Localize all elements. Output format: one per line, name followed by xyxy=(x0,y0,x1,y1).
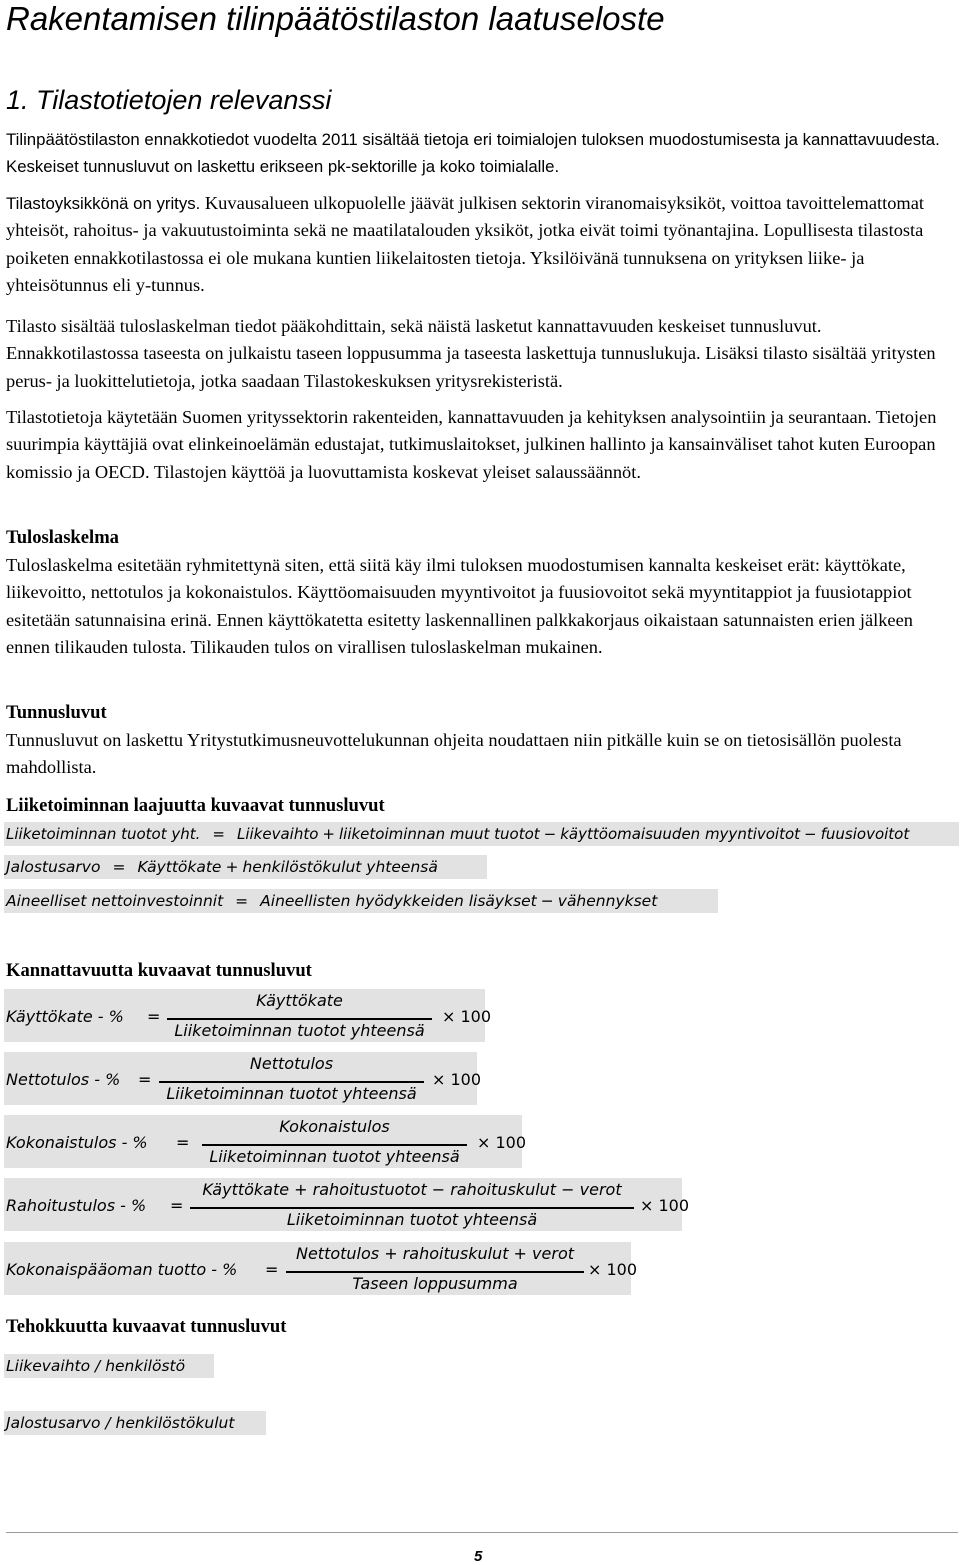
paragraph-text: Tilinpäätöstilaston ennakkotiedot vuodelta 2011 sisältää tietoja eri toimialojen tuloksen muodostumisesta ja kannattavuudesta. Keskeiset tunnusluvut on laskettu erikseen pk-sektorille ja koko toimialalle. xyxy=(6,130,940,177)
formula-liikevaihto-per-henkilosto: Liikevaihto / henkilöstö xyxy=(4,1354,214,1378)
formula-kayttokate-pct: Käyttökate - % = Käyttökate Liiketoiminnan tuotot yhteensä × 100 xyxy=(6,991,492,1040)
document-title: Rakentamisen tilinpäätöstilaston laatuseloste xyxy=(6,0,665,37)
formula-nettotulos-pct: Nettotulos - % = Nettotulos Liiketoiminnan tuotot yhteensä × 100 xyxy=(6,1054,482,1103)
fraction-bar xyxy=(167,1018,432,1020)
formula-jalostusarvo: Jalostusarvo = Käyttökate + henkilöstökulut yhteensä xyxy=(4,855,487,879)
fraction-bar xyxy=(159,1081,424,1083)
fraction-bar xyxy=(202,1144,467,1146)
paragraph-text-unit: Tilastoyksikkönä on yritys. xyxy=(6,194,201,213)
tehokkuus-heading: Tehokkuutta kuvaavat tunnusluvut xyxy=(6,1316,287,1337)
paragraph-scope xyxy=(6,190,958,299)
tunnusluvut-text: Tunnusluvut on laskettu Yritystutkimusneuvottelukunnan ohjeita noudattaen niin pitkälle kuin se on tietosisällön puolesta mahdollista. xyxy=(6,730,902,778)
paragraph-contents: Tilasto sisältää tuloslaskelman tiedot pääkohdittain, sekä näistä lasketut kannattavuuden keskeiset tunnusluvut. Ennakkotilastossa taseesta on julkaistu taseen loppusumma ja taseesta laskettuja tunnuslukuja. Lisäksi tilasto sisältää yritysten perus- ja luokittelutietoja, jotka saadaan Tilastokeskuksen yritysrekisteristä. xyxy=(6,316,936,391)
tunnusluvut-heading: Tunnusluvut xyxy=(6,702,107,723)
paragraph-usage: Tilastotietoja käytetään Suomen yrityssektorin rakenteiden, kannattavuuden ja kehityksen analysointiin ja seurantaan. Tietojen suurimpia käyttäjiä ovat elinkeinoelämän edustajat, tutkimuslaitokset, julkinen hallinto ja kansainväliset tahot kuten Euroopan komissio ja OECD. Tilastojen käyttöä ja luovuttamista koskevat yleiset salaussäännöt. xyxy=(6,407,937,482)
formula-nettoinvestoinnit: Aineelliset nettoinvestoinnit = Aineellisten hyödykkeiden lisäykset − vähennykset xyxy=(4,889,718,913)
formula-jalostusarvo-per-henkilostokulut: Jalostusarvo / henkilöstökulut xyxy=(4,1411,266,1435)
section-heading: 1. Tilastotietojen relevanssi xyxy=(6,85,332,115)
page-number: 5 xyxy=(474,1548,483,1565)
formula-kokonaispaaoman-tuotto-pct: Kokonaispääoman tuotto - % = Nettotulos + rahoituskulut + verot Taseen loppusumma × 100 xyxy=(6,1244,638,1293)
tuloslaskelma-text: Tuloslaskelma esitetään ryhmitettynä siten, että siitä käy ilmi tuloksen muodostumisen kannalta keskeiset erät: käyttökate, liikevoitto, nettotulos ja kokonaistulos. Käyttöomaisuuden myyntivoitot ja fuusiovoitot sekä myyntitappiot ja fuusiotappiot esitetään satunnaisina erinä. Ennen käyttökatetta esitetty laskennallinen palkkakorjaus oikaistaan satunnaisten erien jälkeen ennen tilikauden tulosta. Tilikauden tulos on virallisen tuloslaskelman mukainen. xyxy=(6,555,913,657)
tuloslaskelma-heading: Tuloslaskelma xyxy=(6,527,119,548)
paragraph-text-final: Lopullisesta tilastosta poiketen ennakkotilastossa ei ole mukana kuntien liikelaitosten tietoja. Yksilöivänä tunnuksena on yrityksen liike- ja yhteisötunnus eli y-tunnus. xyxy=(6,220,924,295)
paragraph-relevance xyxy=(6,126,958,181)
laajuus-heading: Liiketoiminnan laajuutta kuvaavat tunnusluvut xyxy=(6,795,385,816)
formula-kokonaistulos-pct: Kokonaistulos - % = Kokonaistulos Liiketoiminnan tuotot yhteensä × 100 xyxy=(6,1117,527,1166)
fraction-bar xyxy=(190,1207,634,1209)
formula-liiketoiminnan-tuotot: Liiketoiminnan tuotot yht. = Liikevaihto + liiketoiminnan muut tuotot − käyttöomaisuuden myyntivoitot − fuusiovoitot xyxy=(4,822,959,846)
fraction-bar xyxy=(286,1271,584,1273)
footer-divider xyxy=(6,1532,958,1533)
formula-rahoitustulos-pct: Rahoitustulos - % = Käyttökate + rahoitustuotot − rahoituskulut − verot Liiketoiminnan tuotot yhteensä × 100 xyxy=(6,1180,690,1229)
paragraph-text-coverage: Kuvausalueen ulkopuolelle jäävät julkisen sektorin viranomaisyksiköt, voittoa tavoittelemattomat yhteisöt, rahoitus- ja vakuutustoiminta sekä ne maatilatalouden yksiköt, jotka eivät toimi työnantajina. xyxy=(6,193,925,241)
kannattavuus-heading: Kannattavuutta kuvaavat tunnusluvut xyxy=(6,960,312,981)
